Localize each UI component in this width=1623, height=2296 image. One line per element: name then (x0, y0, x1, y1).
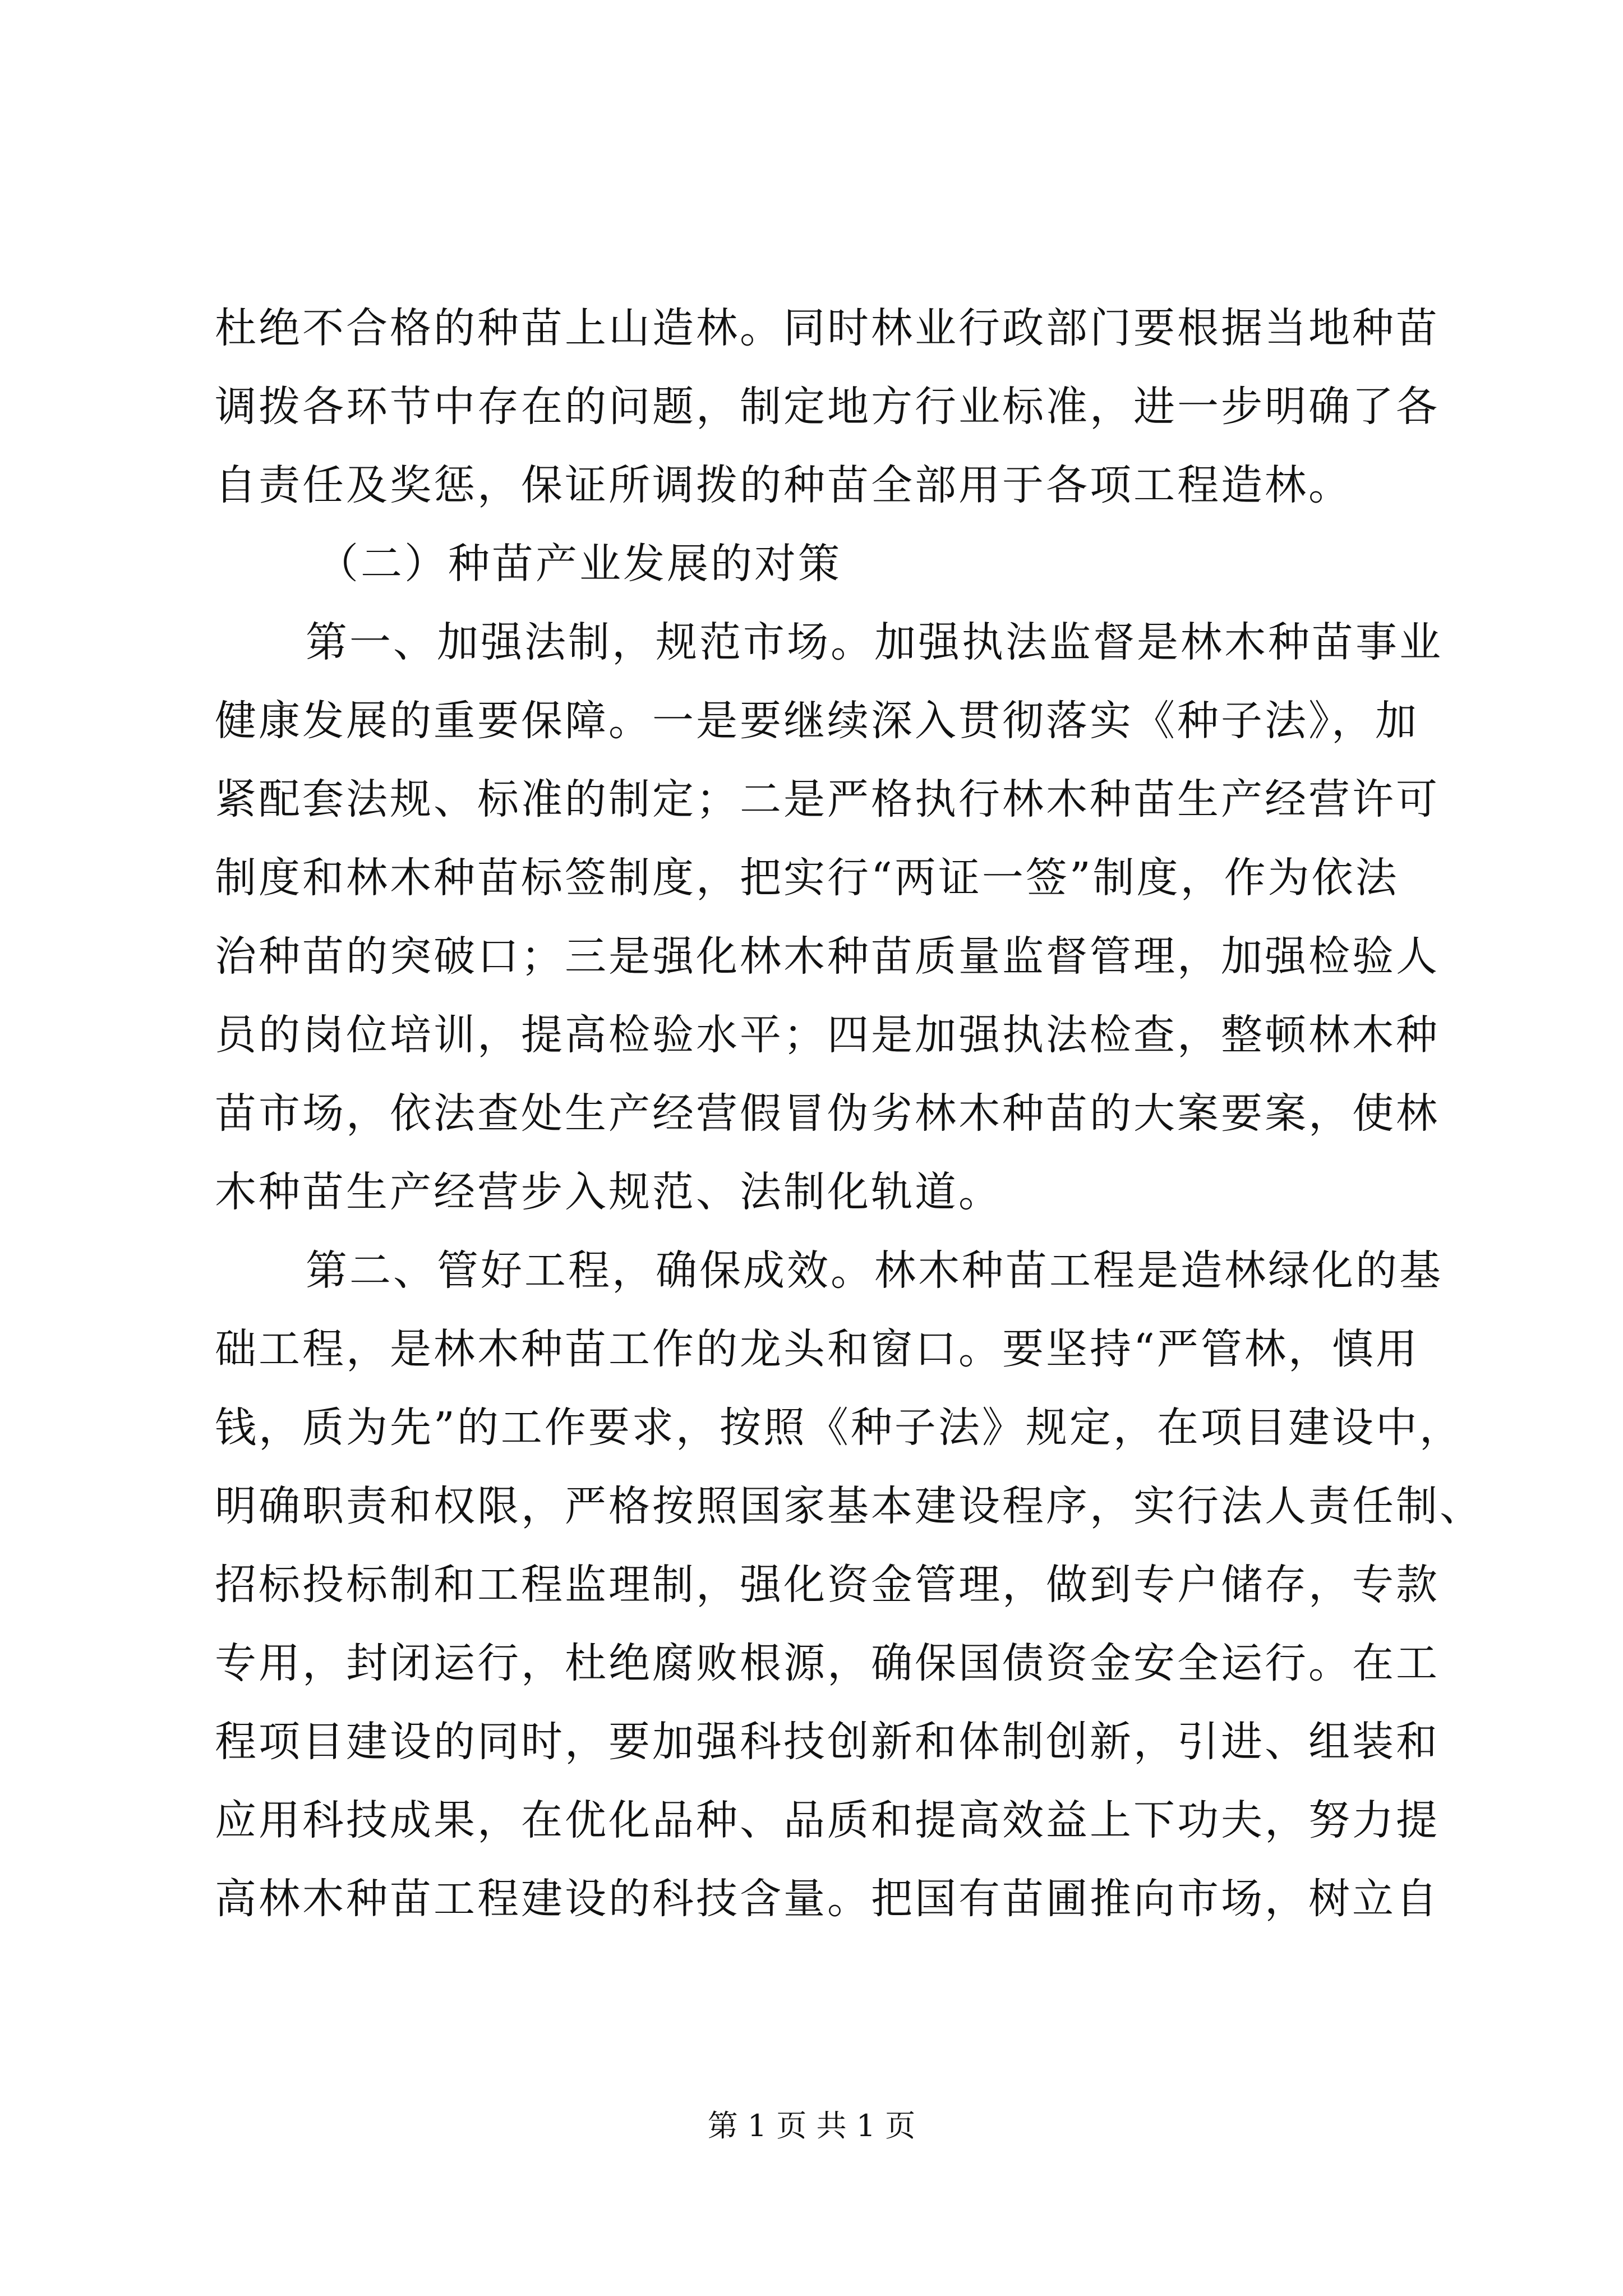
paragraph-line: 第二、管好工程，确保成效。林木种苗工程是造林绿化的基 (306, 1246, 1443, 1295)
paragraph-line: 自责任及奖惩，保证所调拨的种苗全部用于各项工程造林。 (215, 461, 1352, 509)
paragraph-line: 专用，封闭运行，杜绝腐败根源，确保国债资金安全运行。在工 (215, 1639, 1440, 1687)
paragraph-line: 第一、加强法制，规范市场。加强执法监督是林木种苗事业 (306, 618, 1443, 666)
paragraph-line: 杜绝不合格的种苗上山造林。同时林业行政部门要根据当地种苗 (215, 304, 1440, 352)
paragraph-line: 钱，质为先”的工作要求，按照《种子法》规定，在项目建设中， (215, 1404, 1463, 1452)
paragraph-line: 苗市场，依法查处生产经营假冒伪劣林木种苗的大案要案，使林 (215, 1089, 1440, 1138)
paragraph-line: 应用科技成果，在优化品种、品质和提高效益上下功夫，努力提 (215, 1796, 1440, 1844)
paragraph-line: 础工程，是林木种苗工作的龙头和窗口。要坚持“严管林，慎用 (215, 1325, 1419, 1373)
section-subheading: （二）种苗产业发展的对策 (317, 540, 842, 588)
page-footer (0, 2104, 1623, 2148)
paragraph-line: 调拨各环节中存在的问题，制定地方行业标准，进一步明确了各 (215, 383, 1440, 431)
paragraph-line: 明确职责和权限，严格按照国家基本建设程序，实行法人责任制、 (215, 1482, 1483, 1530)
page-number-label: 第 1 页 共 1 页 (707, 2108, 916, 2143)
paragraph-line: 招标投标制和工程监理制，强化资金管理，做到专户储存，专款 (215, 1561, 1440, 1609)
paragraph-line: 员的岗位培训，提高检验水平；四是加强执法检查，整顿林木种 (215, 1011, 1440, 1059)
paragraph-line: 健康发展的重要保障。一是要继续深入贯彻落实《种子法》，加 (215, 697, 1419, 745)
paragraph-line: 制度和林木种苗标签制度，把实行“两证一签”制度，作为依法 (215, 854, 1399, 902)
paragraph-line: 紧配套法规、标准的制定；二是严格执行林木种苗生产经营许可 (215, 775, 1440, 823)
paragraph-line: 治种苗的突破口；三是强化林木种苗质量监督管理，加强检验人 (215, 932, 1440, 981)
paragraph-line: 高林木种苗工程建设的科技含量。把国有苗圃推向市场，树立自 (215, 1875, 1440, 1923)
paragraph-line: 程项目建设的同时，要加强科技创新和体制创新，引进、组装和 (215, 1718, 1440, 1766)
paragraph-line: 木种苗生产经营步入规范、法制化轨道。 (215, 1168, 1002, 1216)
